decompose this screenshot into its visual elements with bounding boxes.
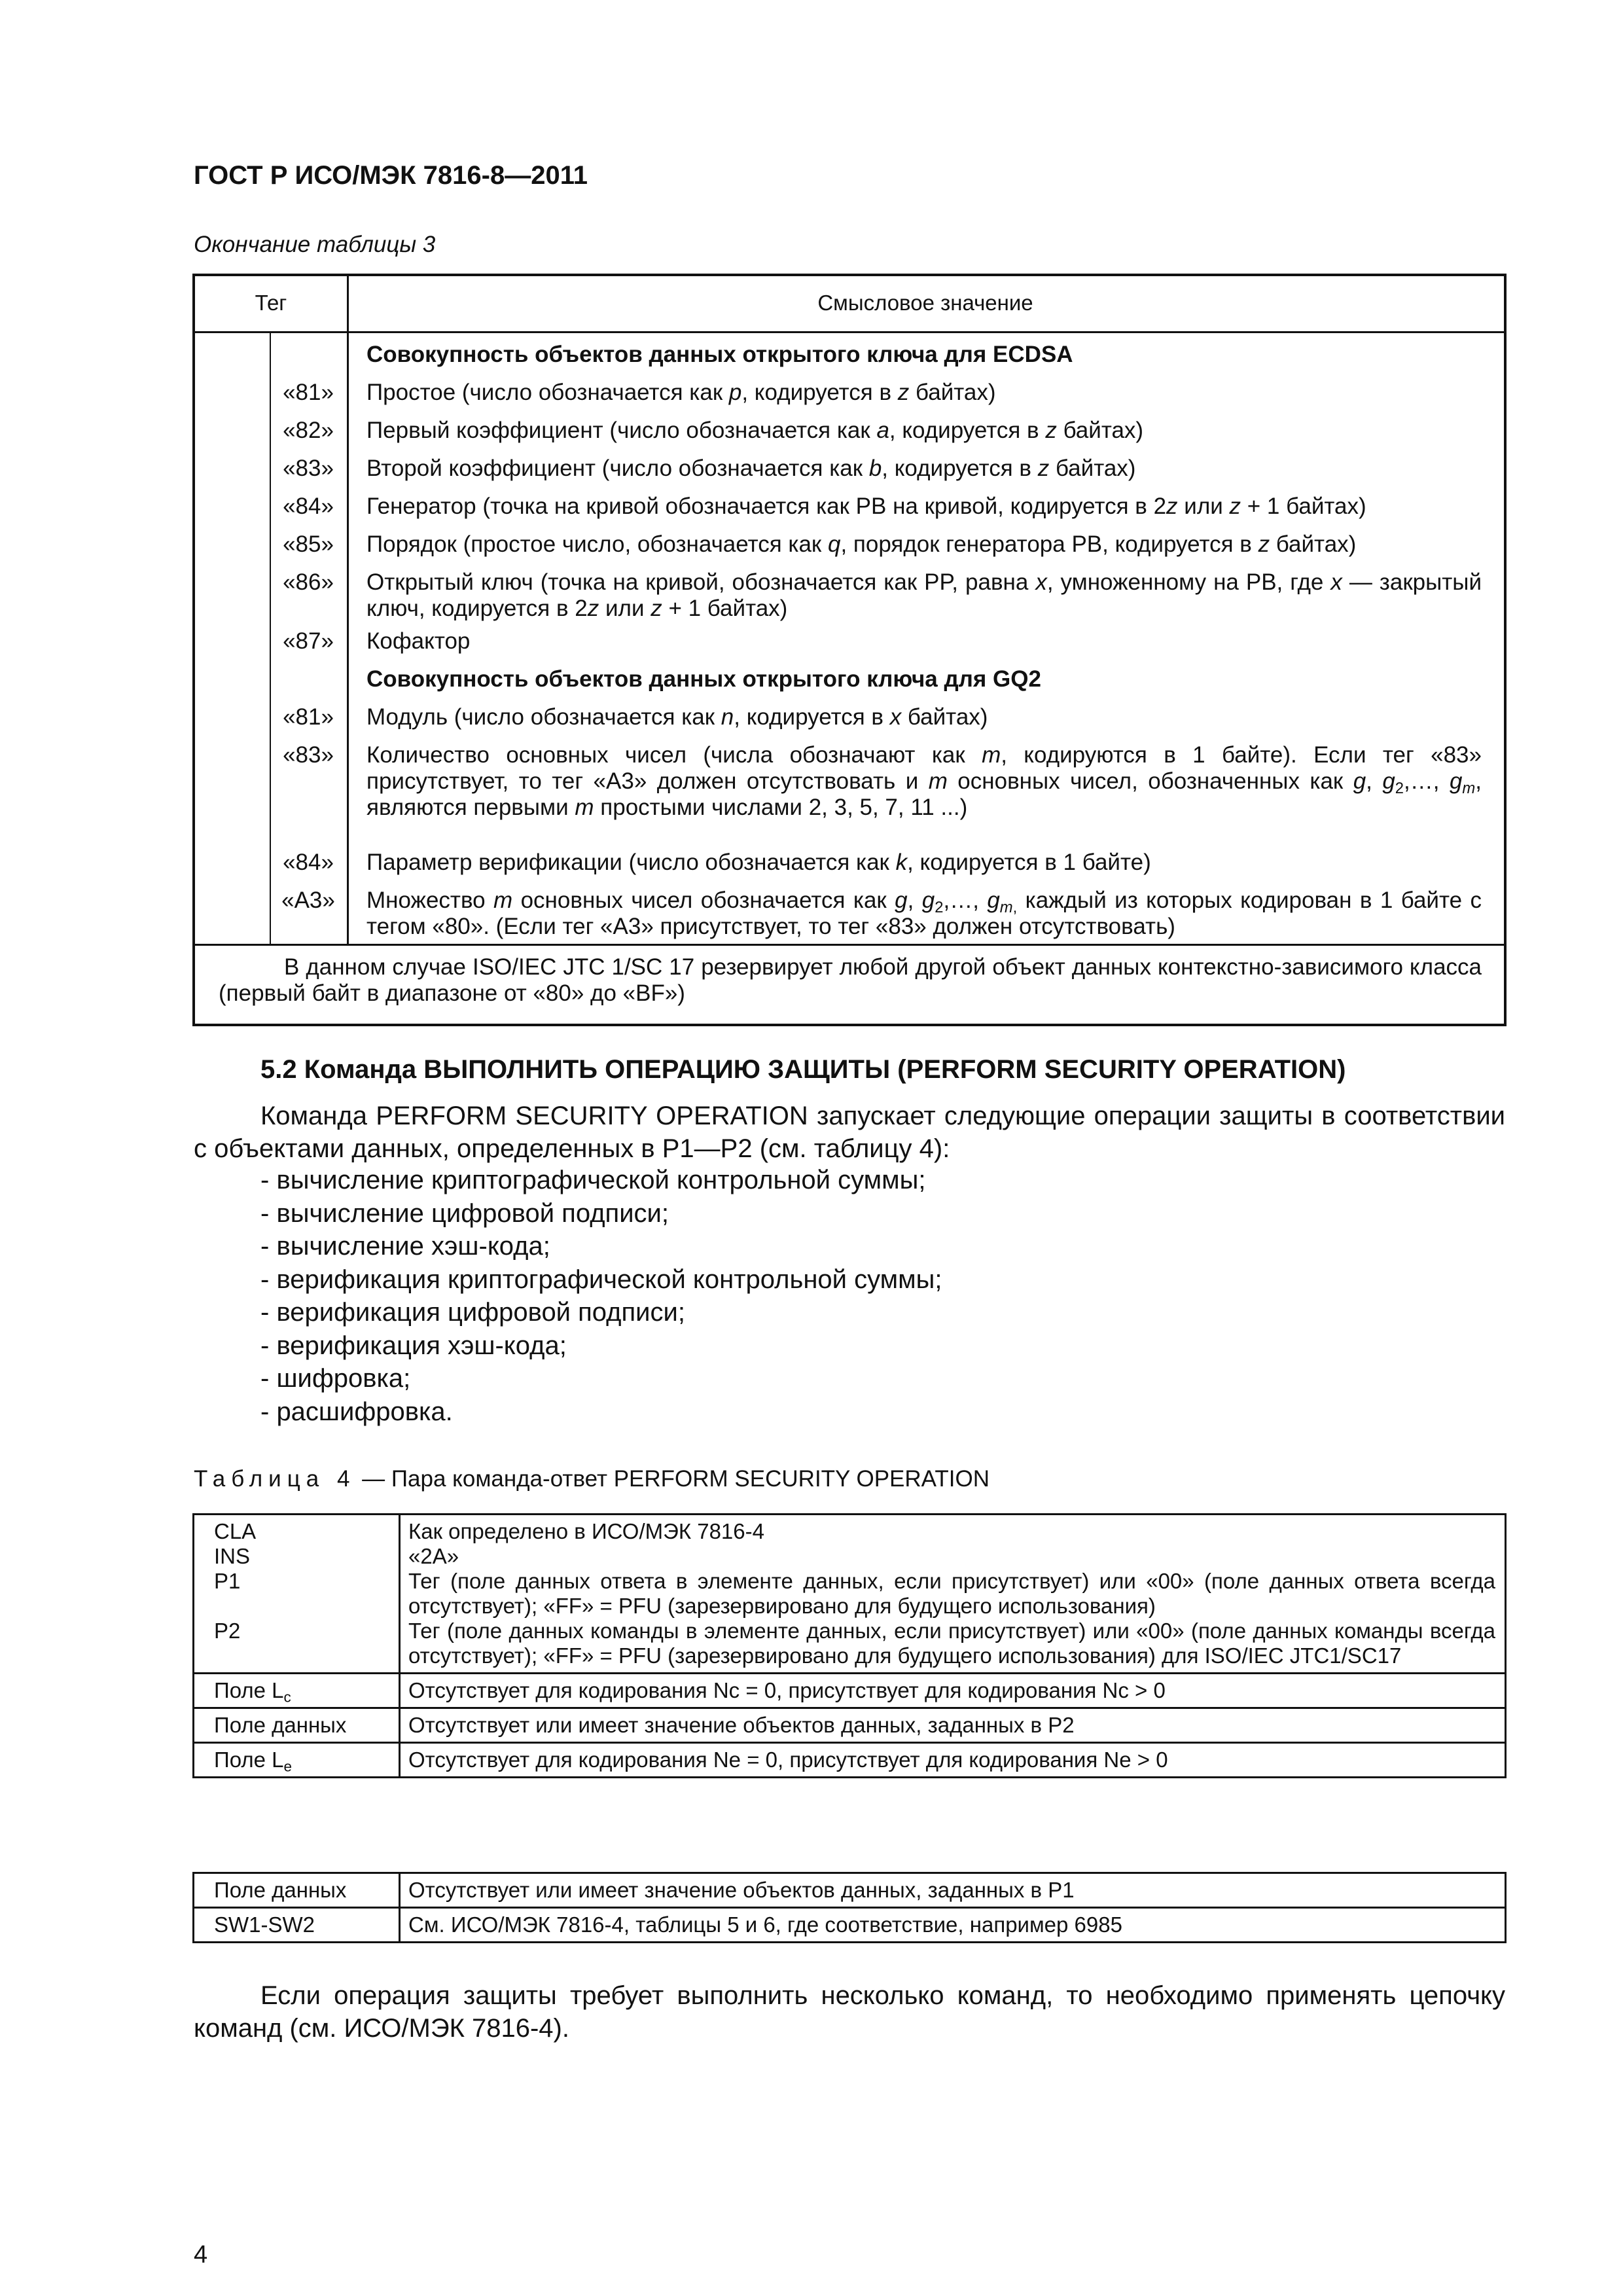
ins-label: INS	[214, 1544, 251, 1568]
meaning-cell: Модуль (число обозначается как n, кодируется в x байтах)	[366, 704, 988, 730]
sw-value: См. ИСО/МЭК 7816-4, таблицы 5 и 6, где соответствие, например 6985	[400, 1908, 1506, 1943]
meaning-cell: Первый коэффициент (число обозначается как а, кодируется в z байтах)	[366, 418, 1144, 443]
column-header-meaning: Смысловое значение	[817, 291, 1033, 315]
table-row	[194, 1515, 1506, 1674]
meaning-cell: Количество основных чисел (числа обозначают как m, кодируются в 1 байте). Если тег «83» присутствует, то тег «A3» должен отсутствовать и m основных чисел, обозначенных как g, $g_2,\dots$, $g_m$, являются первыми m простыми числами 2, 3, 5, 7, 11 ...)	[366, 742, 1482, 820]
page-number: 4	[194, 2241, 208, 2269]
table-3	[192, 274, 1507, 1026]
cla-label: CLA	[214, 1519, 257, 1543]
tag-cell: «81»	[283, 380, 334, 405]
p1-value: Тег (поле данных ответа в элементе данных, если присутствует) или «00» (поле данных ответа всегда отсутствует); «FF» = PFU (зарезервировано для будущего использования)	[408, 1569, 1495, 1618]
le-label-cell	[194, 1743, 400, 1778]
le-label: Поле L	[214, 1748, 284, 1772]
table-row	[194, 1743, 1506, 1778]
meaning-cell: Второй коэффициент (число обозначается как b, кодируется в z байтах)	[366, 456, 1136, 481]
meaning-cell: Множество m основных чисел обозначается как g, $g_2,\dots$, $g_{m,}$ каждый из которых кодирован в 1 байте с тегом «80». (Если тег «A3» присутствует, то тег «83» должен отсутствовать)	[366, 888, 1482, 939]
table-3-body	[195, 331, 1504, 946]
table-4-caption-label: Таблица 4	[194, 1466, 356, 1492]
tag-cell: «83»	[283, 456, 334, 481]
le-subscript: e	[283, 1758, 292, 1775]
table-row	[194, 1873, 1506, 1908]
lc-label-cell	[194, 1674, 400, 1708]
p2-value: Тег (поле данных команды в элементе данных, если присутствует) или «00» (поле данных команды всегда отсутствует); «FF» = PFU (зарезервировано для будущего использования) для ISO/IEC JTC1/SC17	[408, 1619, 1495, 1668]
data-field-label: Поле данных	[194, 1708, 400, 1743]
table-3-note: В данном случае ISO/IEC JTC 1/SC 17 резервирует любой другой объект данных контекстно-зависимого класса (первый байт в диапазоне от «80» до «BF»)	[219, 954, 1482, 1006]
le-value: Отсутствует для кодирования Ne = 0, присутствует для кодирования Ne > 0	[400, 1743, 1506, 1778]
table-3-header	[195, 276, 1504, 333]
tag-cell: «82»	[283, 418, 334, 443]
closing-paragraph: Если операция защиты требует выполнить несколько команд, то необходимо применять цепочку команд (см. ИСО/МЭК 7816-4).	[194, 1981, 1505, 2043]
list-item: - расшифровка.	[260, 1395, 942, 1429]
meaning-cell: Открытый ключ (точка на кривой, обозначается как PP, равна x, умноженному на PB, где x — закрытый ключ, кодируется в 2z или z + 1 байтах)	[366, 569, 1482, 621]
table-row	[194, 1908, 1506, 1943]
meaning-cell: Простое (число обозначается как р, кодируется в z байтах)	[366, 380, 996, 405]
meaning-cell: Параметр верификации (число обозначается как k, кодируется в 1 байте)	[366, 850, 1151, 875]
meaning-cell: Совокупность объектов данных открытого ключа для ECDSA	[366, 342, 1073, 367]
section-title: 5.2 Команда ВЫПОЛНИТЬ ОПЕРАЦИЮ ЗАЩИТЫ (PERFORM SECURITY OPERATION)	[260, 1055, 1346, 1084]
p2-label: P2	[214, 1619, 241, 1643]
lc-label: Поле L	[214, 1678, 284, 1702]
table-4-command	[192, 1513, 1507, 1778]
tag-cell: «86»	[283, 569, 334, 595]
list-item: - вычисление криптографической контрольной суммы;	[260, 1164, 942, 1197]
tag-cell: «87»	[283, 628, 334, 654]
column-header-tag: Тег	[255, 291, 287, 315]
operations-list	[260, 1164, 942, 1428]
document-code-header: ГОСТ Р ИСО/МЭК 7816-8—2011	[194, 161, 588, 190]
command-params-labels	[194, 1515, 400, 1674]
list-item: - верификация цифровой подписи;	[260, 1296, 942, 1329]
tag-cell: «A3»	[281, 888, 335, 913]
meaning-cell: Генератор (точка на кривой обозначается как PB на кривой, кодируется в 2z или z + 1 байтах)	[366, 493, 1366, 519]
list-item: - вычисление хэш-кода;	[260, 1230, 942, 1263]
p1-label: P1	[214, 1569, 241, 1593]
section-intro-paragraph: Команда PERFORM SECURITY OPERATION запускает следующие операции защиты в соответствии с объектами данных, определенных в P1—P2 (см. таблицу 4):	[194, 1102, 1505, 1163]
tag-cell: «84»	[283, 850, 334, 875]
table-4-response	[192, 1872, 1507, 1943]
meaning-cell: Кофактор	[366, 628, 471, 654]
table-row	[194, 1674, 1506, 1708]
tag-cell: «85»	[283, 531, 334, 557]
tag-cell: «83»	[283, 742, 334, 768]
lc-subscript: c	[283, 1689, 291, 1706]
sw-label: SW1-SW2	[194, 1908, 400, 1943]
tag-cell: «81»	[283, 704, 334, 730]
tag-cell: «84»	[283, 493, 334, 519]
command-params-values	[400, 1515, 1506, 1674]
cla-value: Как определено в ИСО/МЭК 7816-4	[408, 1519, 764, 1543]
list-item: - вычисление цифровой подписи;	[260, 1197, 942, 1230]
table-continuation-caption: Окончание таблицы 3	[194, 232, 436, 257]
list-item: - верификация хэш-кода;	[260, 1329, 942, 1363]
meaning-cell: Совокупность объектов данных открытого ключа для GQ2	[366, 666, 1041, 692]
response-data-value: Отсутствует или имеет значение объектов данных, заданных в P1	[400, 1873, 1506, 1908]
list-item: - верификация криптографической контрольной суммы;	[260, 1263, 942, 1297]
data-field-value: Отсутствует или имеет значение объектов данных, заданных в P2	[400, 1708, 1506, 1743]
table-4-caption-text: — Пара команда-ответ PERFORM SECURITY OPERATION	[355, 1466, 990, 1492]
list-item: - шифровка;	[260, 1362, 942, 1395]
ins-value: «2A»	[408, 1544, 459, 1568]
response-data-label: Поле данных	[194, 1873, 400, 1908]
table-row	[194, 1708, 1506, 1743]
lc-value: Отсутствует для кодирования Nc = 0, присутствует для кодирования Nc > 0	[400, 1674, 1506, 1708]
table-4-caption	[194, 1466, 990, 1492]
meaning-cell: Порядок (простое число, обозначается как q, порядок генератора PB, кодируется в z байтах)	[366, 531, 1357, 557]
